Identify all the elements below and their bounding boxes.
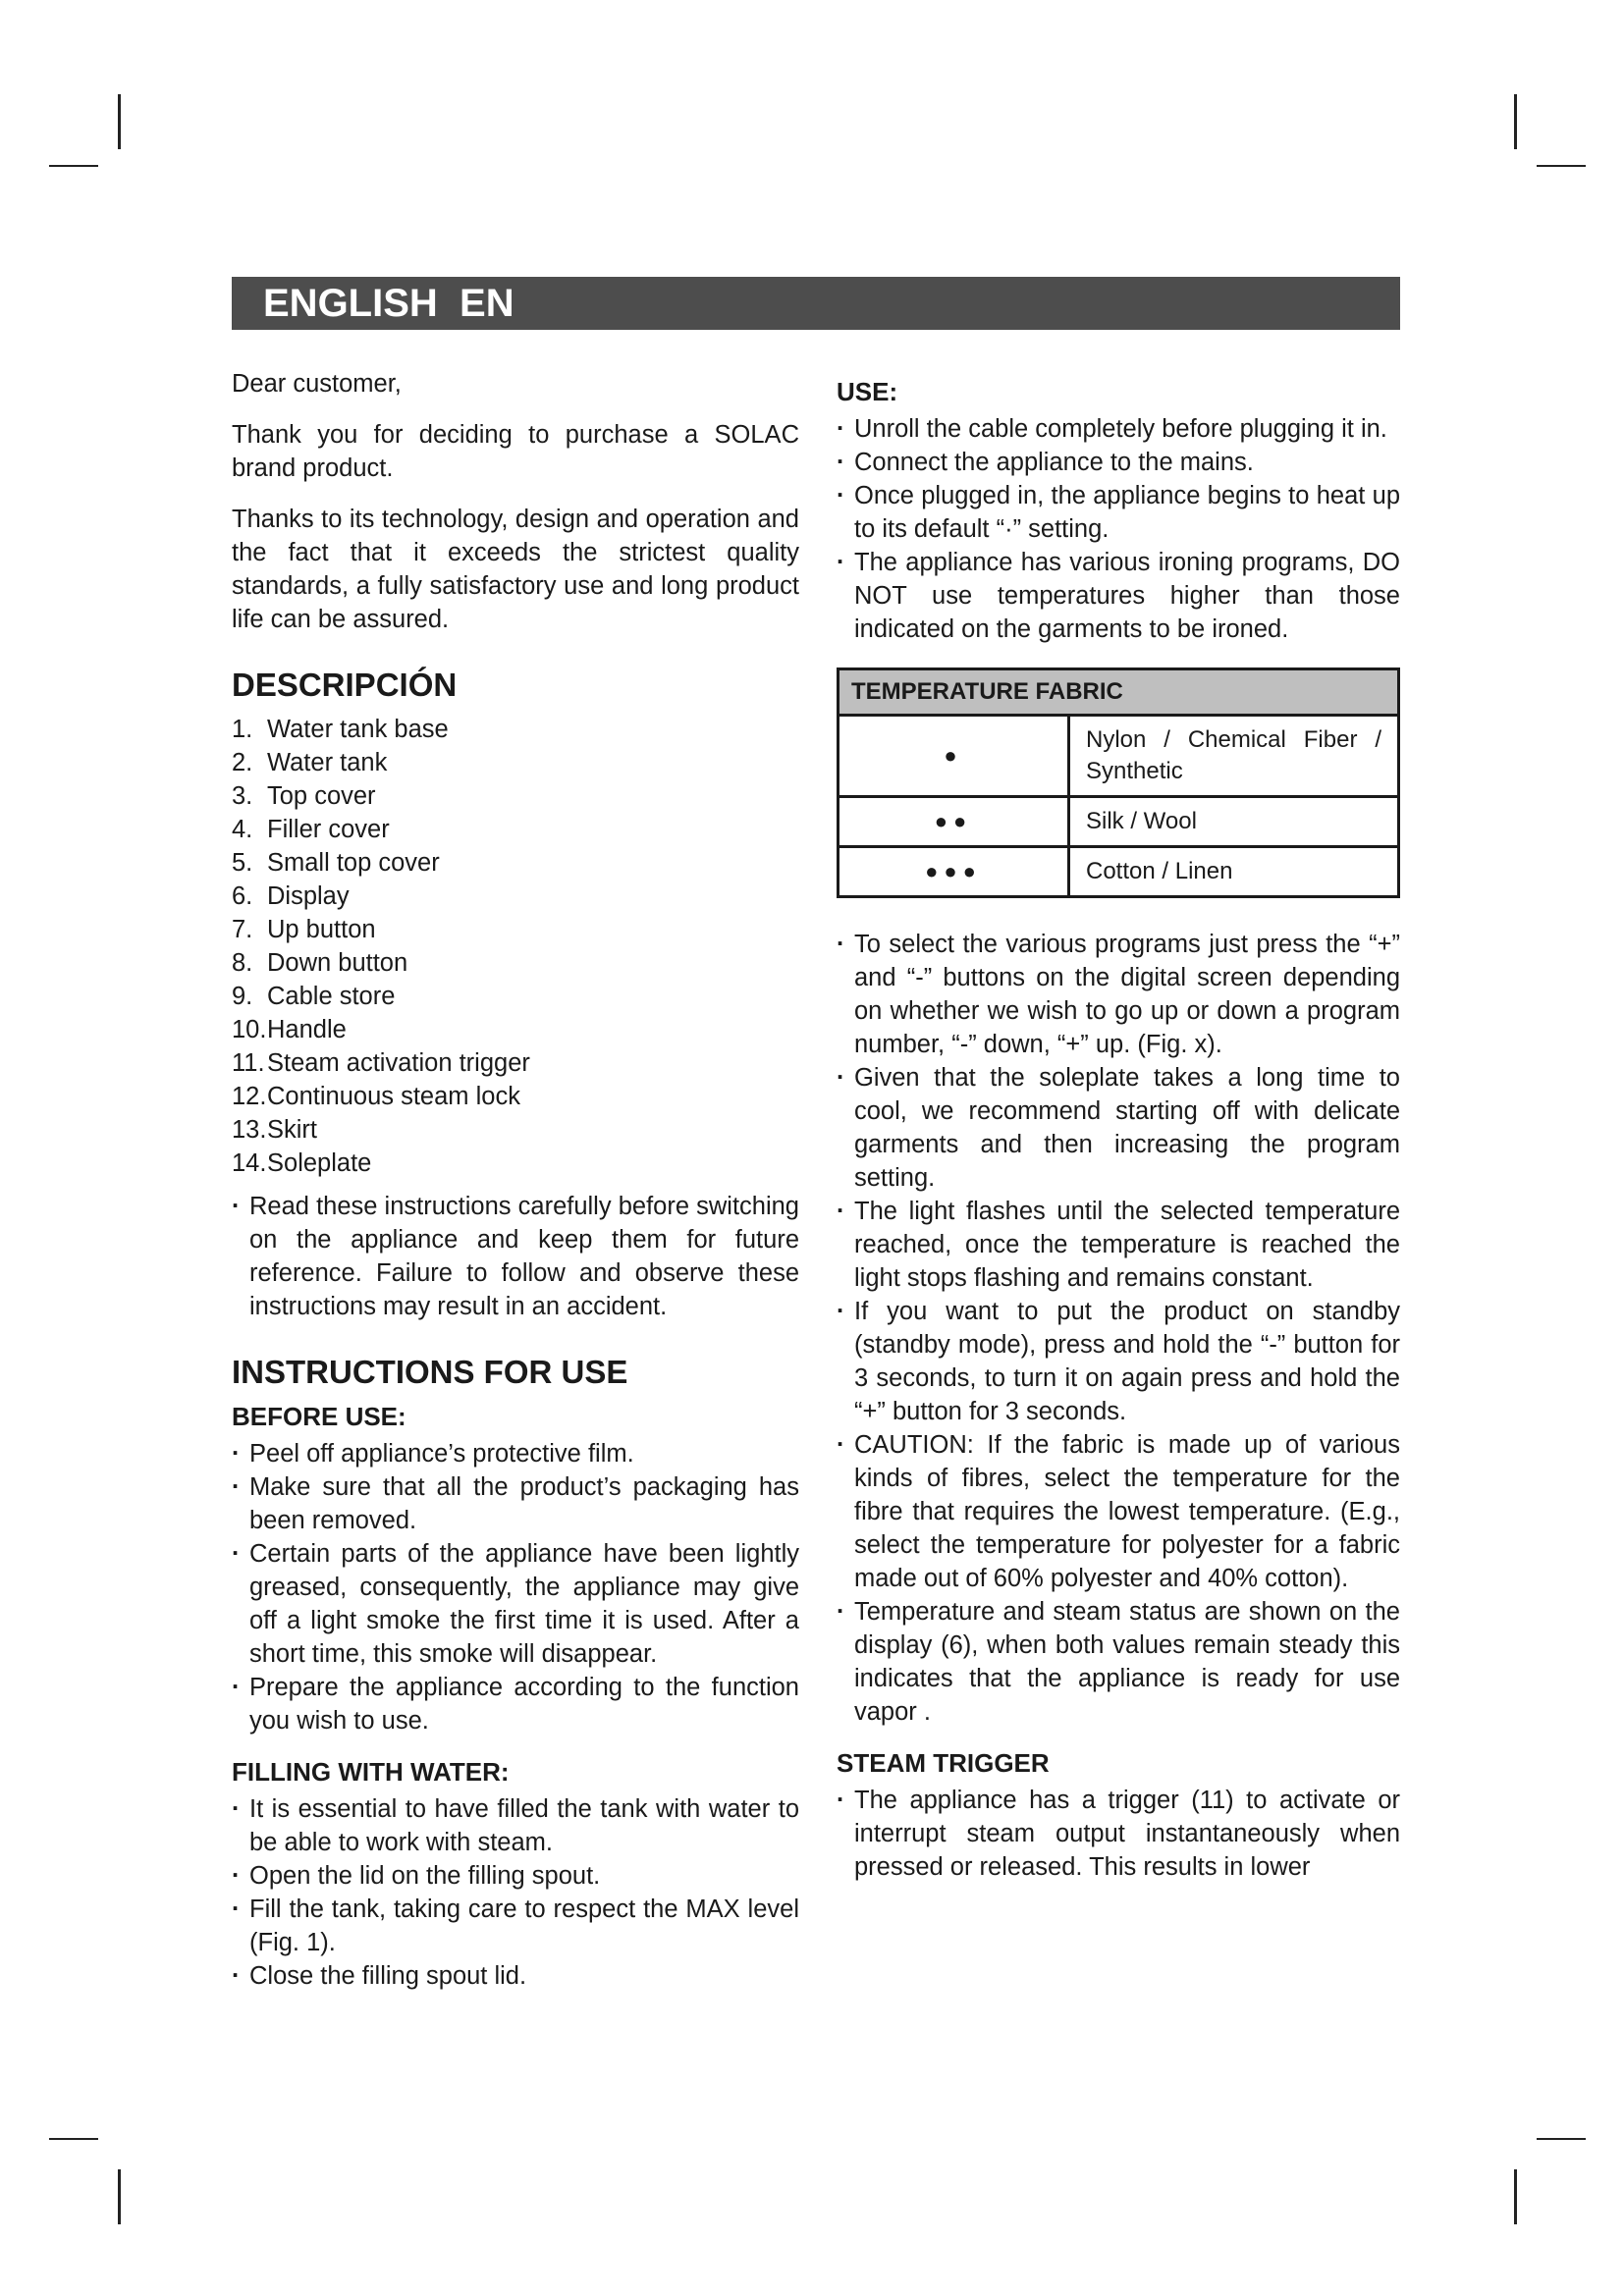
table-row xyxy=(839,797,1399,847)
item-number: 6. xyxy=(232,882,253,910)
use-item: · The light flashes until the selected temperature reached, once the temperature is reached the light stops flashing and remains constant. xyxy=(837,1195,1400,1295)
use-item: · Given that the soleplate takes a long time to cool, we recommend starting off with delicate garments and then increasing the program setting. xyxy=(837,1061,1400,1195)
item-number: 4. xyxy=(232,816,253,843)
item-label: Water tank base xyxy=(267,716,449,743)
filling-list xyxy=(232,1792,799,1993)
crop-mark xyxy=(1514,94,1517,149)
thanks-paragraph: Thank you for deciding to purchase a SOLAC brand product. xyxy=(232,421,799,482)
crop-mark xyxy=(49,165,98,167)
crop-mark xyxy=(1537,2138,1586,2140)
temperature-dots: ●● xyxy=(839,797,1069,847)
before-use-item: · Certain parts of the appliance have been lightly greased, consequently, the appliance may give off a light smoke the first time it is used. After a short time, this smoke will disappear. xyxy=(232,1537,799,1671)
crop-mark xyxy=(49,2138,98,2140)
item-number: 1. xyxy=(232,716,253,743)
list-item xyxy=(232,1147,799,1180)
item-label: Steam activation trigger xyxy=(267,1049,530,1077)
item-label: Skirt xyxy=(267,1116,317,1144)
instructions-heading: INSTRUCTIONS FOR USE xyxy=(232,1354,628,1390)
table-header-row xyxy=(839,669,1399,716)
item-label: Down button xyxy=(267,949,408,977)
list-item xyxy=(232,980,799,1013)
right-column xyxy=(837,375,1400,1884)
use-heading: USE: xyxy=(837,377,898,406)
item-number: 12. xyxy=(232,1083,267,1110)
item-label: Handle xyxy=(267,1016,347,1043)
item-number: 11. xyxy=(232,1049,265,1077)
filling-heading: FILLING WITH WATER: xyxy=(232,1757,510,1787)
item-label: Small top cover xyxy=(267,849,440,877)
before-use-heading: BEFORE USE: xyxy=(232,1402,406,1431)
description-heading: DESCRIPCIÓN xyxy=(232,667,458,703)
use-item: · Once plugged in, the appliance begins to heat up to its default “·” setting. xyxy=(837,479,1400,546)
steam-trigger-list xyxy=(837,1784,1400,1884)
greeting: Dear customer, xyxy=(232,370,402,398)
item-label: Continuous steam lock xyxy=(267,1083,520,1110)
crop-mark xyxy=(118,94,121,149)
temperature-table xyxy=(837,667,1400,898)
list-item xyxy=(232,746,799,779)
item-number: 5. xyxy=(232,849,253,877)
item-label: Up button xyxy=(267,916,376,943)
list-item xyxy=(232,1113,799,1147)
before-use-item: · Make sure that all the product’s packaging has been removed. xyxy=(232,1470,799,1537)
use-list-2 xyxy=(837,928,1400,1729)
use-item: · Temperature and steam status are shown on the display (6), when both values remain steady this indicates that the appliance is ready for use vapor . xyxy=(837,1595,1400,1729)
fabric-cell: Nylon / Chemical Fiber / Synthetic xyxy=(1069,716,1399,797)
crop-mark xyxy=(118,2169,121,2224)
fabric-cell: Silk / Wool xyxy=(1069,797,1399,847)
list-item xyxy=(232,880,799,913)
filling-item: · It is essential to have filled the tank with water to be able to work with steam. xyxy=(232,1792,799,1859)
before-use-item: · Prepare the appliance according to the function you wish to use. xyxy=(232,1671,799,1737)
item-number: 7. xyxy=(232,916,253,943)
list-item xyxy=(232,1013,799,1046)
temperature-dots: ● xyxy=(839,716,1069,797)
filling-item: · Close the filling spout lid. xyxy=(232,1959,799,1993)
item-number: 2. xyxy=(232,749,253,776)
use-list xyxy=(837,412,1400,646)
use-item: · CAUTION: If the fabric is made up of various kinds of fibres, select the temperature for the fibre that requires the lowest temperature. (E.g., select the temperature for polyester for a fabric made out of 60% polyester and 40% cotton). xyxy=(837,1428,1400,1595)
use-item: · If you want to put the product on standby (standby mode), press and hold the “-” button for 3 seconds, to turn it on again press and hold the “+” button for 3 seconds. xyxy=(837,1295,1400,1428)
item-number: 9. xyxy=(232,983,253,1010)
item-label: Soleplate xyxy=(267,1149,372,1177)
item-number: 3. xyxy=(232,782,253,810)
list-item xyxy=(232,913,799,946)
language-title: ENGLISH EN xyxy=(263,282,514,325)
fabric-cell: Cotton / Linen xyxy=(1069,847,1399,897)
use-item: · To select the various programs just press the “+” and “-” buttons on the digital screen depending on whether we wish to go up or down a program number, “-” down, “+” up. (Fig. x). xyxy=(837,928,1400,1061)
table-row xyxy=(839,847,1399,897)
use-item: · Connect the appliance to the mains. xyxy=(837,446,1400,479)
crop-mark xyxy=(1514,2169,1517,2224)
list-item xyxy=(232,846,799,880)
item-label: Cable store xyxy=(267,983,396,1010)
steam-trigger-item: · The appliance has a trigger (11) to activate or interrupt steam output instantaneously when pressed or released. This results in lower xyxy=(837,1784,1400,1884)
language-banner xyxy=(232,277,1400,330)
list-item xyxy=(232,779,799,813)
filling-item: · Open the lid on the filling spout. xyxy=(232,1859,799,1893)
steam-trigger-heading: STEAM TRIGGER xyxy=(837,1748,1050,1778)
use-item: · The appliance has various ironing programs, DO NOT use temperatures higher than those indicated on the garments to be ironed. xyxy=(837,546,1400,646)
item-label: Top cover xyxy=(267,782,376,810)
before-use-item: · Peel off appliance’s protective film. xyxy=(232,1437,799,1470)
item-number: 13. xyxy=(232,1116,267,1144)
list-item xyxy=(232,813,799,846)
use-item: · Unroll the cable completely before plugging it in. xyxy=(837,412,1400,446)
table-header: TEMPERATURE FABRIC xyxy=(839,669,1399,716)
read-note-list xyxy=(232,1190,799,1323)
item-number: 8. xyxy=(232,949,253,977)
crop-mark xyxy=(1537,165,1586,167)
item-number: 14. xyxy=(232,1149,267,1177)
left-column xyxy=(232,367,799,1993)
before-use-list xyxy=(232,1437,799,1737)
list-item xyxy=(232,1080,799,1113)
list-item xyxy=(232,946,799,980)
item-label: Water tank xyxy=(267,749,388,776)
temperature-dots: ●●● xyxy=(839,847,1069,897)
item-label: Filler cover xyxy=(267,816,390,843)
item-number: 10. xyxy=(232,1016,267,1043)
quality-paragraph: Thanks to its technology, design and operation and the fact that it exceeds the strictest quality standards, a fully satisfactory use and long product life can be assured. xyxy=(232,506,799,633)
read-note: · Read these instructions carefully before switching on the appliance and keep them for future reference. Failure to follow and observe these instructions may result in an accident. xyxy=(232,1190,799,1323)
filling-item: · Fill the tank, taking care to respect the MAX level (Fig. 1). xyxy=(232,1893,799,1959)
item-label: Display xyxy=(267,882,350,910)
description-list xyxy=(232,713,799,1180)
list-item xyxy=(232,713,799,746)
table-row xyxy=(839,716,1399,797)
list-item xyxy=(232,1046,799,1080)
